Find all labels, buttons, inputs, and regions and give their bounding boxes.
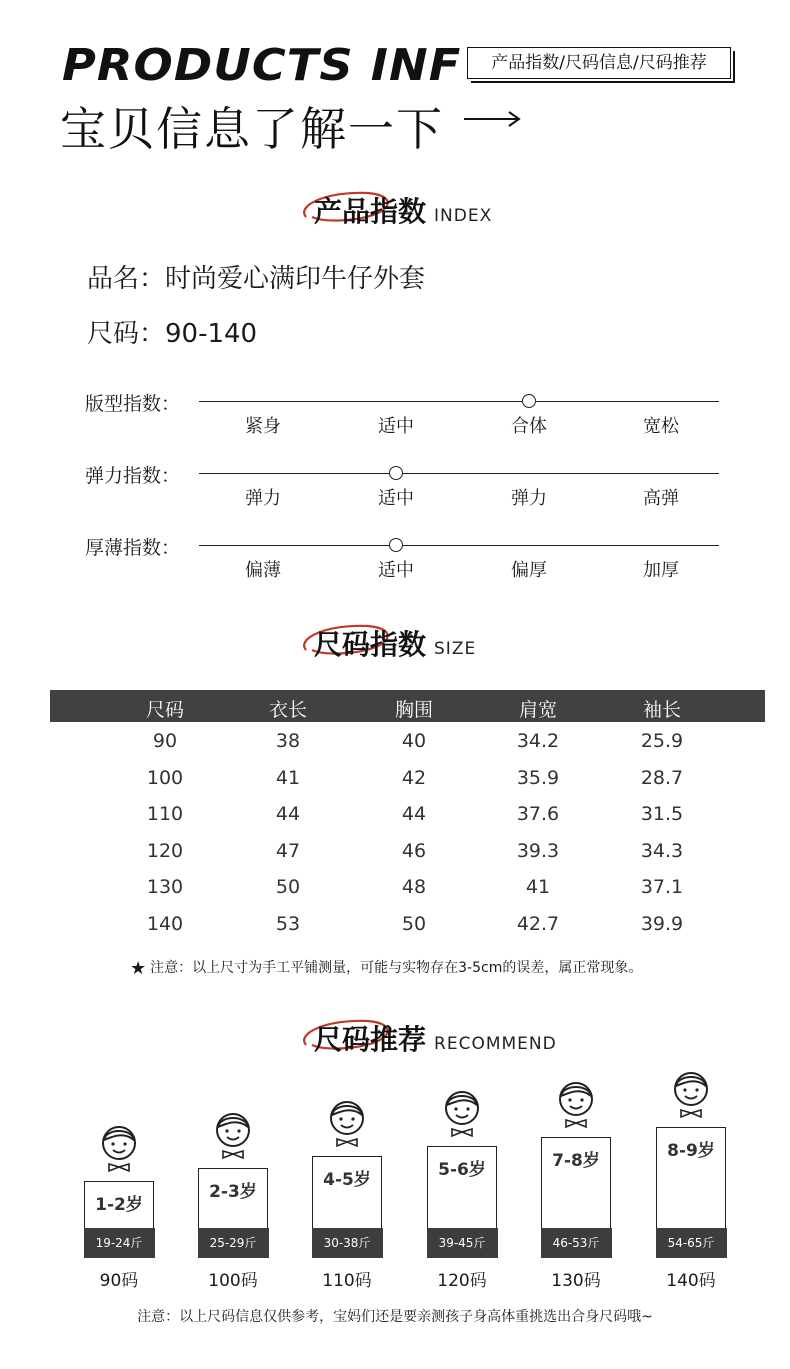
index-tick-label: 偏厚 [511,560,547,581]
table-header-cell: 袖长 [642,699,681,721]
card-age: 4-5岁 [323,1170,371,1190]
table-cell: 110 [146,803,184,825]
header-title-cn: 宝贝信息了解一下 [60,102,444,156]
card-weight: 19-24斤 [84,1228,155,1258]
measure-note [130,957,642,979]
measure-note-text: 注意：以上尺寸为手工平铺测量，可能与实物存在3-5cm的误差，属正常现象。 [150,960,643,976]
table-cell: 100 [146,766,184,789]
index-label: 版型指数： [85,393,181,415]
table-cell: 53 [275,912,301,935]
table-row [50,759,765,795]
table-cell: 28.7 [640,766,684,789]
index-tick-label: 高弹 [643,488,679,509]
index-marker [389,466,403,480]
table-cell: 41 [525,876,551,898]
table-cell: 50 [275,876,301,898]
index-track [199,545,719,546]
table-cell: 37.6 [516,803,560,825]
size-card [312,1156,382,1257]
table-row [50,832,765,868]
size-table-header [50,690,765,722]
card-age: 7-8岁 [552,1151,600,1171]
table-row [50,795,765,831]
index-tick-label: 加厚 [643,560,679,581]
index-label: 厚薄指数： [85,537,181,559]
index-track [199,473,719,474]
table-row [50,905,765,941]
index-tick-label: 合体 [511,416,547,437]
index-tick-label: 紧身 [245,416,281,437]
table-cell: 48 [401,876,427,898]
table-cell: 44 [275,803,301,825]
index-tick-label: 适中 [378,488,414,509]
section-title-cn: 尺码推荐 [314,1023,427,1056]
product-name: 品名：时尚爱心满印牛仔外套 [87,264,426,294]
table-cell: 41 [275,766,301,789]
size-card [198,1168,268,1257]
child-avatar-icon [668,1069,714,1119]
table-cell: 39.9 [640,912,684,935]
card-weight: 39-45斤 [427,1228,498,1258]
child-avatar-icon [324,1098,370,1148]
index-label: 弹力指数： [85,465,181,487]
index-marker [389,538,403,552]
table-cell: 34.3 [640,839,684,862]
table-row [50,868,765,904]
table-cell: 35.9 [516,766,560,789]
section-title-size [314,623,476,663]
right-arrow-icon [464,109,522,129]
table-cell: 90 [152,730,178,752]
section-title-recommend [314,1018,557,1058]
size-card [656,1127,726,1257]
table-cell: 50 [401,912,427,935]
table-cell: 46 [401,839,427,862]
star-icon: ★ [130,958,147,979]
section-title-index [314,190,492,230]
card-age: 2-3岁 [209,1182,257,1202]
header-title-en: PRODUCTS INF [62,40,462,91]
card-size-label: 90码 [99,1271,139,1291]
index-tick-label: 偏薄 [245,560,281,581]
table-cell: 38 [275,730,301,752]
table-row [50,722,765,758]
table-cell: 120 [146,839,184,862]
table-cell: 37.1 [640,876,684,898]
index-tick-label: 适中 [378,560,414,581]
table-header-cell: 尺码 [145,699,184,721]
size-card [541,1137,611,1257]
table-cell: 39.3 [516,839,560,862]
table-cell: 25.9 [640,730,684,752]
index-tick-label: 弹力 [245,488,281,509]
index-marker [522,394,536,408]
card-age: 8-9岁 [667,1141,715,1161]
child-avatar-icon [96,1123,142,1173]
section-title-cn: 尺码指数 [314,628,427,661]
index-tick-label: 弹力 [511,488,547,509]
card-weight: 25-29斤 [198,1228,269,1258]
child-avatar-icon [210,1110,256,1160]
table-cell: 42 [401,766,427,789]
table-header-cell: 衣长 [268,699,307,721]
size-card [427,1146,497,1257]
table-cell: 40 [401,730,427,752]
card-size-label: 100码 [208,1271,258,1291]
card-age: 5-6岁 [438,1160,486,1180]
recommend-note: 注意：以上尺码信息仅供参考，宝妈们还是要亲测孩子身高体重挑选出合身尺码哦~ [137,1309,653,1325]
table-cell: 42.7 [516,912,560,935]
table-header-cell: 肩宽 [518,699,557,721]
card-size-label: 130码 [551,1271,601,1291]
table-cell: 130 [146,876,184,898]
table-cell: 34.2 [516,730,560,752]
index-tick-label: 适中 [378,416,414,437]
card-size-label: 120码 [437,1271,487,1291]
table-cell: 44 [401,803,427,825]
section-title-en: RECOMMEND [434,1034,557,1054]
child-avatar-icon [553,1079,599,1129]
size-card [84,1181,154,1257]
table-header-cell: 胸围 [394,699,433,721]
section-title-en: SIZE [434,639,477,659]
card-weight: 46-53斤 [541,1228,612,1258]
product-size-range: 尺码：90-140 [87,319,258,349]
card-size-label: 110码 [322,1271,372,1291]
index-tick-label: 宽松 [643,416,679,437]
section-title-cn: 产品指数 [314,195,427,228]
child-avatar-icon [439,1088,485,1138]
table-cell: 47 [275,839,301,862]
card-weight: 54-65斤 [656,1228,727,1258]
header-badge: 产品指数/尺码信息/尺码推荐 [467,47,731,79]
section-title-en: INDEX [434,206,493,226]
card-age: 1-2岁 [95,1195,143,1215]
index-track [199,401,719,402]
table-cell: 140 [146,912,184,935]
table-cell: 31.5 [640,803,684,825]
size-table-body [50,722,765,942]
card-weight: 30-38斤 [312,1228,383,1258]
card-size-label: 140码 [666,1271,716,1291]
